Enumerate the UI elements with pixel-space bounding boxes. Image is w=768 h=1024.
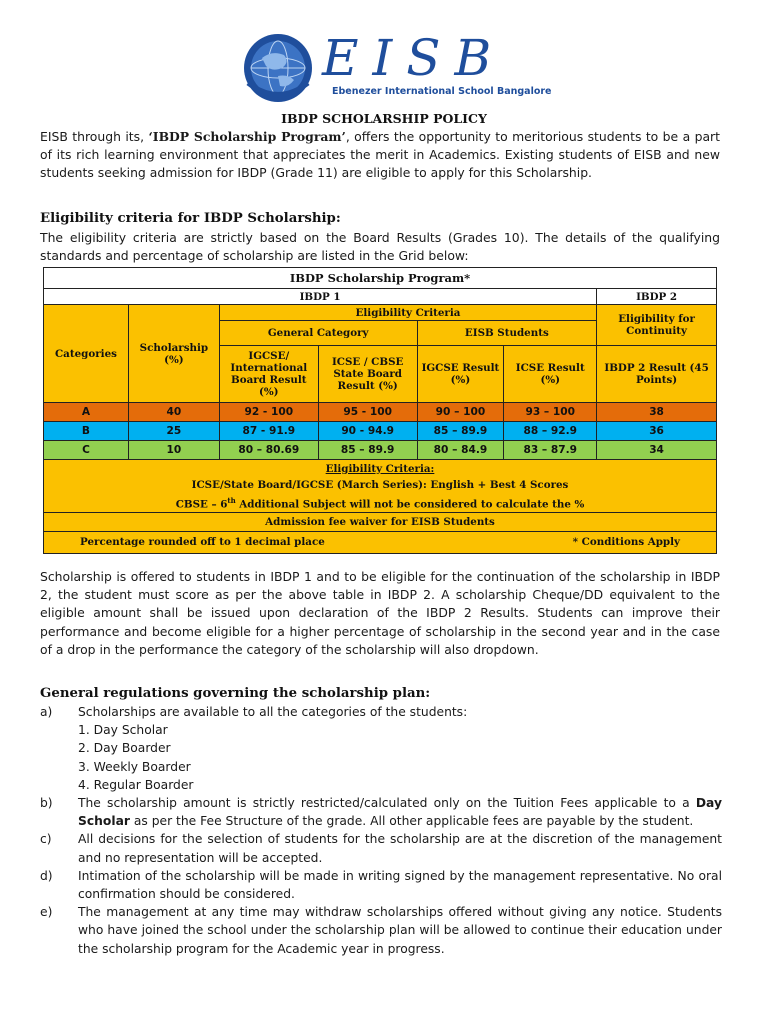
eligibility-heading: Eligibility criteria for IBDP Scholarship: [40, 211, 341, 226]
table-title: IBDP Scholarship Program* [44, 268, 717, 289]
list-item: 1. Day Scholar [78, 723, 168, 738]
icse-header: ICSE Result (%) [504, 345, 597, 402]
program-name: ‘IBDP Scholarship Program’ [148, 129, 346, 144]
criteria-notes: Eligibility Criteria: ICSE/State Board/IGCSE (March Series): English + Best 4 Scores CBSE – 6th Additional Subject will not be considered to calculate the % [44, 460, 717, 513]
list-item: a) Scholarships are available to all the categories of the students: [40, 705, 468, 719]
eligibility-text: The eligibility criteria are strictly based on the Board Results (Grades 10). The details of the qualifying standards and percentage of scholarship are listed in the Grid below: [40, 230, 720, 264]
boarding-types [40, 721, 722, 794]
criteria-title: Eligibility Criteria: [325, 462, 435, 475]
table-row: A 40 92 - 100 95 - 100 90 – 100 93 – 100 38 [44, 402, 717, 421]
scholarship-table [43, 267, 717, 554]
fee-waiver: Admission fee waiver for EISB Students [44, 513, 717, 531]
criteria-line1: ICSE/State Board/IGCSE (March Series): English + Best 4 Scores [191, 478, 569, 491]
general-category-header: General Category [219, 320, 417, 345]
eisb-students-header: EISB Students [417, 320, 597, 345]
logo-mark: EISB [322, 29, 506, 87]
scholarship-header: Scholarship (%) [128, 305, 219, 402]
rounding-note: Percentage rounded off to 1 decimal place [80, 536, 325, 549]
list-item: 3. Weekly Boarder [78, 759, 191, 774]
table-row: B 25 87 - 91.9 90 - 94.9 85 – 89.9 88 – 92.9 36 [44, 421, 717, 440]
conditions-note: * Conditions Apply [572, 536, 680, 549]
igcse-intl-header: IGCSE/ International Board Result (%) [219, 345, 318, 402]
list-item: 2. Day Boarder [78, 741, 171, 756]
list-item: d) Intimation of the scholarship will be made in writing signed by the management representative. No oral confirmation should be considered. [40, 868, 722, 902]
list-item: 4. Regular Boarder [78, 777, 194, 792]
regulations-heading: General regulations governing the scholarship plan: [40, 686, 431, 701]
continuity-header: Eligibility for Continuity [597, 305, 717, 346]
logo-subtitle: Ebenezer International School Bangalore [332, 86, 552, 97]
ibdp2-header: IBDP 2 [597, 289, 717, 305]
eisb-logo [238, 28, 552, 108]
ibdp2-result-header: IBDP 2 Result (45 Points) [597, 345, 717, 402]
icse-cbse-header: ICSE / CBSE State Board Result (%) [318, 345, 417, 402]
list-item: c) All decisions for the selection of students for the scholarship are at the discretion of the management and no representation will be accepted. [40, 832, 722, 865]
regulations-list [40, 703, 722, 958]
page-title: IBDP SCHOLARSHIP POLICY [281, 111, 487, 126]
categories-header: Categories [44, 305, 129, 402]
ibdp1-header: IBDP 1 [44, 289, 597, 305]
table-row: C 10 80 – 80.69 85 – 89.9 80 – 84.9 83 – 87.9 34 [44, 441, 717, 460]
continuation-paragraph: Scholarship is offered to students in IBDP 1 and to be eligible for the continuation of the scholarship in IBDP 2, the student must score as per the above table in IBDP 2. A scholarship Cheque/DD equivalent to the eligible amount shall be issued upon declaration of the IBDP 2 Results. Students can improve their performance and become eligible for a higher percentage of scholarship in the second year and in the case of a drop in the performance the category of the scholarship will also dropdown. [40, 569, 720, 657]
rounding-row [44, 531, 717, 553]
list-item: e) The management at any time may withdraw scholarships offered without giving any notice. Students who have joined the school under the scholarship plan will be allowed to continue their education under the scholarship program for the Academic year in progress. [40, 905, 722, 956]
igcse-header: IGCSE Result (%) [417, 345, 504, 402]
list-item: b) The scholarship amount is strictly restricted/calculated only on the Tuition Fees applicable to a Day Scholar as per the Fee Structure of the grade. All other applicable fees are payable by the student. [40, 796, 722, 829]
intro-paragraph: EISB through its, ‘IBDP Scholarship Program’, offers the opportunity to meritorious students to be a part of its rich learning environment that appreciates the merit in Academics. Existing students of EISB and new students seeking admission for IBDP (Grade 11) are eligible to apply for this Scholarship. [40, 129, 720, 181]
eligibility-criteria-header: Eligibility Criteria [219, 305, 596, 320]
